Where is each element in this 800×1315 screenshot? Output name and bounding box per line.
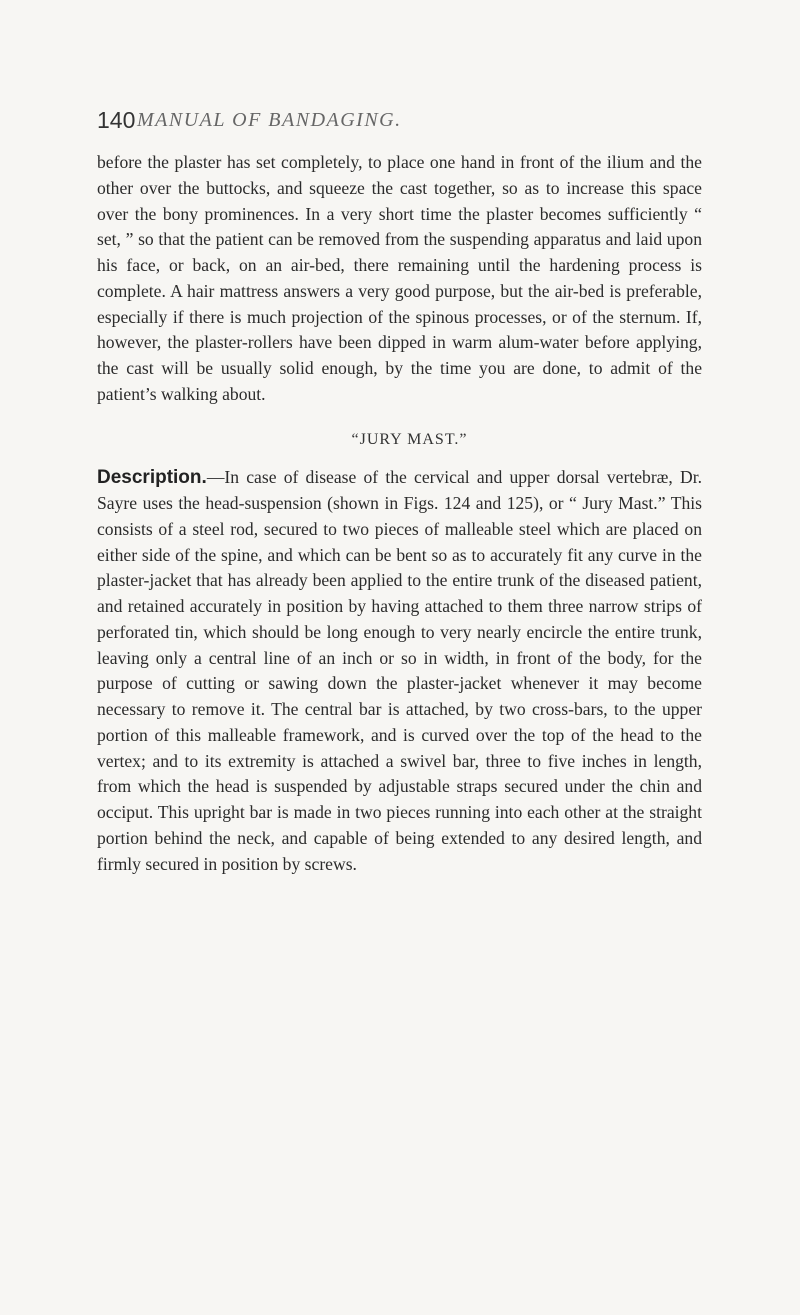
page-number: 140 xyxy=(97,107,136,133)
description-text: —In case of disease of the cervical and upper dorsal vertebræ, Dr. Sayre uses the head-suspension (shown in Figs. 124 and 125), or “ Jury Mast.” This consists of a steel rod, secured to two pieces of malleable steel which are placed on either side of the spine, and which can be bent so as to accurately fit any curve in the plaster-jacket that has already been applied to the entire trunk of the diseased patient, and retained accurately in position by having attached to them three narrow strips of perforated tin, which should be long enough to very nearly encircle the entire trunk, leaving only a central line of an inch or so in width, in front of the body, for the purpose of cutting or sawing down the plaster-jacket whenever it may become necessary to remove it. The central bar is attached, by two cross-bars, to the upper portion of this malleable framework, and is curved over the top of the head to the vertex; and to its extremity is attached a swivel bar, three to five inches in length, from which the head is suspended by adjustable straps secured under the chin and occiput. This upright bar is made in two pieces running into each other at the straight portion behind the neck, and capable of being extended to any desired length, and firmly secured in position by screws. xyxy=(97,467,702,874)
paragraph-continued: before the plaster has set completely, to place one hand in front of the ilium and the other over the buttocks, and squeeze the cast together, so as to increase this space over the bony prominences. In a very short time the plaster becomes sufficiently “ set, ” so that the patient can be removed from the suspending apparatus and laid upon his face, or back, on an air-bed, there remaining until the hardening process is complete. A hair mattress answers a very good purpose, but the air-bed is preferable, especially if there is much projection of the spinous processes, or of the sternum. If, however, the plaster-rollers have been dipped in warm alum-water before applying, the cast will be usually solid enough, by the time you are done, to admit of the patient’s walking about. xyxy=(97,152,702,404)
running-head xyxy=(97,107,717,141)
running-title: MANUAL OF BANDAGING. xyxy=(137,109,402,131)
description-lead-in: Description. xyxy=(97,467,207,489)
section-heading: “JURY MAST.” xyxy=(351,430,468,448)
description-paragraph xyxy=(97,465,702,877)
body-text xyxy=(97,150,702,877)
